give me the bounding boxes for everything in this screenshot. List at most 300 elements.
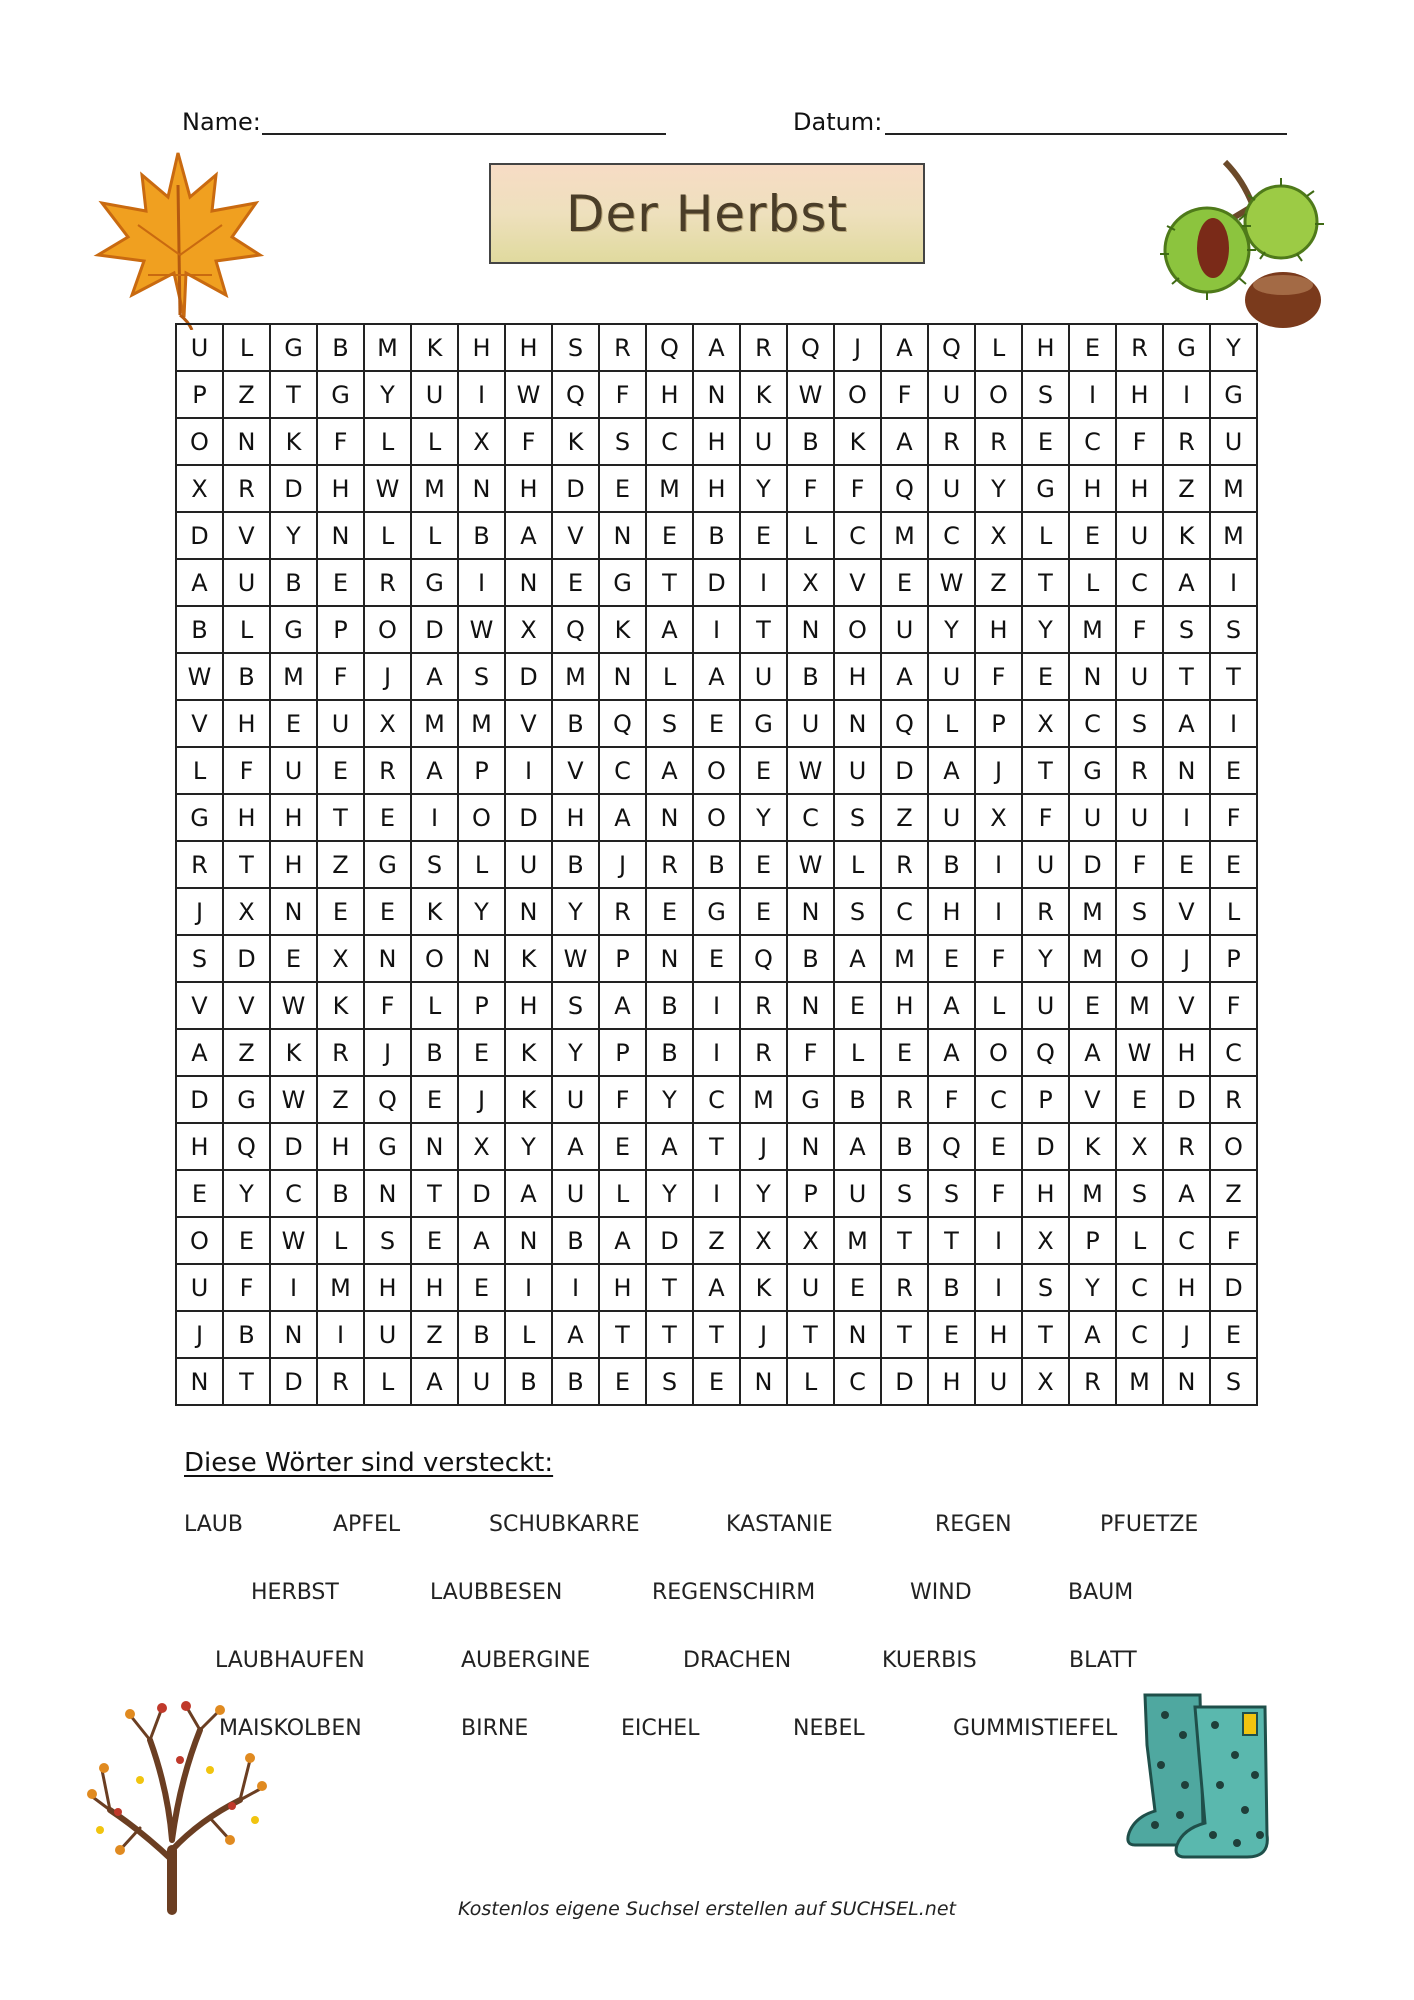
grid-cell[interactable]: B [553, 842, 600, 889]
grid-cell[interactable]: U [1023, 983, 1070, 1030]
grid-cell[interactable]: N [318, 513, 365, 560]
grid-cell[interactable]: Y [553, 1030, 600, 1077]
grid-cell[interactable]: E [835, 1265, 882, 1312]
grid-cell[interactable]: E [412, 1077, 459, 1124]
grid-cell[interactable]: U [459, 1359, 506, 1406]
grid-cell[interactable]: S [1117, 701, 1164, 748]
grid-cell[interactable]: O [835, 372, 882, 419]
grid-cell[interactable]: A [647, 1124, 694, 1171]
grid-cell[interactable]: G [318, 372, 365, 419]
grid-cell[interactable]: Y [741, 1171, 788, 1218]
grid-cell[interactable]: B [224, 1312, 271, 1359]
grid-cell[interactable]: K [271, 419, 318, 466]
grid-cell[interactable]: H [224, 701, 271, 748]
grid-cell[interactable]: I [506, 1265, 553, 1312]
grid-cell[interactable]: L [412, 513, 459, 560]
grid-cell[interactable]: X [177, 466, 224, 513]
grid-cell[interactable]: G [365, 1124, 412, 1171]
grid-cell[interactable]: L [600, 1171, 647, 1218]
grid-cell[interactable]: Y [224, 1171, 271, 1218]
grid-cell[interactable]: C [835, 1359, 882, 1406]
grid-cell[interactable]: E [929, 936, 976, 983]
grid-cell[interactable]: U [506, 842, 553, 889]
grid-cell[interactable]: V [1164, 889, 1211, 936]
grid-cell[interactable]: T [224, 842, 271, 889]
grid-cell[interactable]: E [741, 748, 788, 795]
grid-cell[interactable]: S [553, 325, 600, 372]
grid-cell[interactable]: V [1070, 1077, 1117, 1124]
grid-cell[interactable]: M [1211, 513, 1258, 560]
grid-cell[interactable]: N [1070, 654, 1117, 701]
grid-cell[interactable]: Y [1023, 936, 1070, 983]
grid-cell[interactable]: Q [929, 1124, 976, 1171]
grid-cell[interactable]: U [741, 419, 788, 466]
grid-cell[interactable]: S [600, 419, 647, 466]
grid-cell[interactable]: J [365, 654, 412, 701]
grid-cell[interactable]: H [224, 795, 271, 842]
grid-cell[interactable]: S [882, 1171, 929, 1218]
grid-cell[interactable]: R [1164, 419, 1211, 466]
grid-cell[interactable]: I [1070, 372, 1117, 419]
grid-cell[interactable]: A [882, 654, 929, 701]
grid-cell[interactable]: J [177, 1312, 224, 1359]
grid-cell[interactable]: L [788, 1359, 835, 1406]
grid-cell[interactable]: A [929, 983, 976, 1030]
name-line[interactable] [262, 133, 666, 135]
grid-cell[interactable]: P [788, 1171, 835, 1218]
grid-cell[interactable]: M [1070, 936, 1117, 983]
grid-cell[interactable]: E [318, 889, 365, 936]
grid-cell[interactable]: M [365, 325, 412, 372]
grid-cell[interactable]: R [318, 1030, 365, 1077]
grid-cell[interactable]: F [1117, 419, 1164, 466]
grid-cell[interactable]: R [741, 983, 788, 1030]
grid-cell[interactable]: L [929, 701, 976, 748]
grid-cell[interactable]: L [1023, 513, 1070, 560]
grid-cell[interactable]: E [318, 748, 365, 795]
grid-cell[interactable]: K [506, 1077, 553, 1124]
grid-cell[interactable]: P [600, 936, 647, 983]
grid-cell[interactable]: M [271, 654, 318, 701]
grid-cell[interactable]: N [177, 1359, 224, 1406]
grid-cell[interactable]: A [506, 1171, 553, 1218]
grid-cell[interactable]: U [788, 701, 835, 748]
grid-cell[interactable]: H [882, 983, 929, 1030]
grid-cell[interactable]: I [459, 372, 506, 419]
grid-cell[interactable]: X [1117, 1124, 1164, 1171]
grid-cell[interactable]: E [882, 560, 929, 607]
grid-cell[interactable]: N [506, 1218, 553, 1265]
grid-cell[interactable]: M [1070, 1171, 1117, 1218]
grid-cell[interactable]: Y [741, 795, 788, 842]
grid-cell[interactable]: L [1211, 889, 1258, 936]
grid-cell[interactable]: Y [976, 466, 1023, 513]
grid-cell[interactable]: U [1211, 419, 1258, 466]
grid-cell[interactable]: A [882, 325, 929, 372]
grid-cell[interactable]: C [1117, 1312, 1164, 1359]
grid-cell[interactable]: V [506, 701, 553, 748]
grid-cell[interactable]: A [1164, 560, 1211, 607]
grid-cell[interactable]: O [694, 748, 741, 795]
grid-cell[interactable]: P [600, 1030, 647, 1077]
grid-cell[interactable]: R [741, 1030, 788, 1077]
grid-cell[interactable]: R [882, 842, 929, 889]
grid-cell[interactable]: N [271, 1312, 318, 1359]
grid-cell[interactable]: I [271, 1265, 318, 1312]
grid-cell[interactable]: K [1164, 513, 1211, 560]
grid-cell[interactable]: R [600, 889, 647, 936]
grid-cell[interactable]: T [1023, 748, 1070, 795]
grid-cell[interactable]: T [318, 795, 365, 842]
grid-cell[interactable]: I [318, 1312, 365, 1359]
grid-cell[interactable]: E [459, 1265, 506, 1312]
grid-cell[interactable]: U [177, 325, 224, 372]
grid-cell[interactable]: A [600, 795, 647, 842]
grid-cell[interactable]: U [553, 1077, 600, 1124]
grid-cell[interactable]: W [788, 748, 835, 795]
grid-cell[interactable]: Z [412, 1312, 459, 1359]
grid-cell[interactable]: A [647, 748, 694, 795]
grid-cell[interactable]: V [835, 560, 882, 607]
grid-cell[interactable]: X [365, 701, 412, 748]
grid-cell[interactable]: N [647, 795, 694, 842]
grid-cell[interactable]: C [976, 1077, 1023, 1124]
grid-cell[interactable]: F [1117, 607, 1164, 654]
grid-cell[interactable]: J [741, 1312, 788, 1359]
grid-cell[interactable]: H [271, 842, 318, 889]
grid-cell[interactable]: A [694, 1265, 741, 1312]
grid-cell[interactable]: A [553, 1312, 600, 1359]
grid-cell[interactable]: Q [553, 372, 600, 419]
grid-cell[interactable]: D [882, 1359, 929, 1406]
grid-cell[interactable]: H [1164, 1265, 1211, 1312]
grid-cell[interactable]: T [600, 1312, 647, 1359]
grid-cell[interactable]: Q [600, 701, 647, 748]
grid-cell[interactable]: N [600, 513, 647, 560]
grid-cell[interactable]: F [835, 466, 882, 513]
date-line[interactable] [885, 133, 1287, 135]
grid-cell[interactable]: T [271, 372, 318, 419]
grid-cell[interactable]: A [553, 1124, 600, 1171]
grid-cell[interactable]: F [224, 748, 271, 795]
grid-cell[interactable]: C [929, 513, 976, 560]
grid-cell[interactable]: A [1070, 1030, 1117, 1077]
grid-cell[interactable]: Z [1211, 1171, 1258, 1218]
grid-cell[interactable]: N [788, 889, 835, 936]
grid-cell[interactable]: E [553, 560, 600, 607]
grid-cell[interactable]: Q [553, 607, 600, 654]
grid-cell[interactable]: U [177, 1265, 224, 1312]
grid-cell[interactable]: K [412, 889, 459, 936]
grid-cell[interactable]: O [976, 372, 1023, 419]
grid-cell[interactable]: E [694, 701, 741, 748]
grid-cell[interactable]: E [177, 1171, 224, 1218]
grid-cell[interactable]: C [1117, 560, 1164, 607]
grid-cell[interactable]: Y [647, 1077, 694, 1124]
grid-cell[interactable]: S [929, 1171, 976, 1218]
grid-cell[interactable]: N [788, 607, 835, 654]
grid-cell[interactable]: T [1211, 654, 1258, 701]
grid-cell[interactable]: M [553, 654, 600, 701]
grid-cell[interactable]: Z [318, 842, 365, 889]
grid-cell[interactable]: B [694, 842, 741, 889]
grid-cell[interactable]: V [177, 983, 224, 1030]
grid-cell[interactable]: T [741, 607, 788, 654]
grid-cell[interactable]: E [929, 1312, 976, 1359]
grid-cell[interactable]: R [365, 748, 412, 795]
grid-cell[interactable]: K [741, 372, 788, 419]
grid-cell[interactable]: I [694, 983, 741, 1030]
grid-cell[interactable]: H [1117, 466, 1164, 513]
grid-cell[interactable]: T [882, 1218, 929, 1265]
grid-cell[interactable]: H [271, 795, 318, 842]
grid-cell[interactable]: M [1117, 983, 1164, 1030]
grid-cell[interactable]: U [365, 1312, 412, 1359]
grid-cell[interactable]: R [882, 1265, 929, 1312]
grid-cell[interactable]: Z [694, 1218, 741, 1265]
grid-cell[interactable]: N [835, 701, 882, 748]
grid-cell[interactable]: Y [741, 466, 788, 513]
grid-cell[interactable]: M [835, 1218, 882, 1265]
grid-cell[interactable]: B [506, 1359, 553, 1406]
grid-cell[interactable]: F [976, 936, 1023, 983]
grid-cell[interactable]: R [1117, 748, 1164, 795]
grid-cell[interactable]: M [1070, 889, 1117, 936]
grid-cell[interactable]: D [1164, 1077, 1211, 1124]
grid-cell[interactable]: Q [1023, 1030, 1070, 1077]
grid-cell[interactable]: O [694, 795, 741, 842]
grid-cell[interactable]: W [271, 983, 318, 1030]
grid-cell[interactable]: Z [976, 560, 1023, 607]
grid-cell[interactable]: Z [318, 1077, 365, 1124]
grid-cell[interactable]: E [694, 936, 741, 983]
grid-cell[interactable]: S [1023, 1265, 1070, 1312]
grid-cell[interactable]: F [1211, 1218, 1258, 1265]
grid-cell[interactable]: K [553, 419, 600, 466]
grid-cell[interactable]: P [318, 607, 365, 654]
grid-cell[interactable]: U [224, 560, 271, 607]
grid-cell[interactable]: W [177, 654, 224, 701]
grid-cell[interactable]: Y [459, 889, 506, 936]
grid-cell[interactable]: H [694, 466, 741, 513]
grid-cell[interactable]: F [882, 372, 929, 419]
grid-cell[interactable]: E [1211, 842, 1258, 889]
grid-cell[interactable]: B [318, 1171, 365, 1218]
grid-cell[interactable]: H [506, 983, 553, 1030]
grid-cell[interactable]: H [1023, 325, 1070, 372]
grid-cell[interactable]: Q [929, 325, 976, 372]
grid-cell[interactable]: E [224, 1218, 271, 1265]
grid-cell[interactable]: U [1117, 513, 1164, 560]
grid-cell[interactable]: Q [741, 936, 788, 983]
grid-cell[interactable]: H [553, 795, 600, 842]
grid-cell[interactable]: I [741, 560, 788, 607]
grid-cell[interactable]: B [177, 607, 224, 654]
grid-cell[interactable]: U [788, 1265, 835, 1312]
grid-cell[interactable]: W [1117, 1030, 1164, 1077]
grid-cell[interactable]: X [506, 607, 553, 654]
grid-cell[interactable]: X [459, 1124, 506, 1171]
grid-cell[interactable]: N [224, 419, 271, 466]
grid-cell[interactable]: S [1117, 889, 1164, 936]
grid-cell[interactable]: G [788, 1077, 835, 1124]
grid-cell[interactable]: H [1117, 372, 1164, 419]
grid-cell[interactable]: Q [647, 325, 694, 372]
grid-cell[interactable]: G [600, 560, 647, 607]
grid-cell[interactable]: U [1117, 654, 1164, 701]
grid-cell[interactable]: L [835, 1030, 882, 1077]
grid-cell[interactable]: E [1164, 842, 1211, 889]
grid-cell[interactable]: C [788, 795, 835, 842]
grid-cell[interactable]: B [788, 419, 835, 466]
grid-cell[interactable]: O [365, 607, 412, 654]
grid-cell[interactable]: X [1023, 1359, 1070, 1406]
grid-cell[interactable]: G [1211, 372, 1258, 419]
grid-cell[interactable]: U [882, 607, 929, 654]
grid-cell[interactable]: J [459, 1077, 506, 1124]
grid-cell[interactable]: A [835, 1124, 882, 1171]
grid-cell[interactable]: D [1023, 1124, 1070, 1171]
grid-cell[interactable]: E [741, 842, 788, 889]
grid-cell[interactable]: D [1211, 1265, 1258, 1312]
grid-cell[interactable]: X [976, 513, 1023, 560]
grid-cell[interactable]: E [976, 1124, 1023, 1171]
grid-cell[interactable]: S [1211, 1359, 1258, 1406]
grid-cell[interactable]: G [224, 1077, 271, 1124]
grid-cell[interactable]: T [788, 1312, 835, 1359]
grid-cell[interactable]: N [459, 466, 506, 513]
grid-cell[interactable]: E [1211, 1312, 1258, 1359]
grid-cell[interactable]: G [1070, 748, 1117, 795]
grid-cell[interactable]: A [506, 513, 553, 560]
grid-cell[interactable]: N [271, 889, 318, 936]
grid-cell[interactable]: F [929, 1077, 976, 1124]
grid-cell[interactable]: H [976, 1312, 1023, 1359]
grid-cell[interactable]: F [976, 654, 1023, 701]
grid-cell[interactable]: Y [929, 607, 976, 654]
grid-cell[interactable]: H [459, 325, 506, 372]
grid-cell[interactable]: F [318, 419, 365, 466]
grid-cell[interactable]: R [882, 1077, 929, 1124]
grid-cell[interactable]: S [459, 654, 506, 701]
grid-cell[interactable]: A [600, 1218, 647, 1265]
grid-cell[interactable]: H [647, 372, 694, 419]
grid-cell[interactable]: U [929, 372, 976, 419]
grid-cell[interactable]: L [224, 607, 271, 654]
grid-cell[interactable]: C [694, 1077, 741, 1124]
grid-cell[interactable]: T [647, 1265, 694, 1312]
grid-cell[interactable]: A [412, 654, 459, 701]
grid-cell[interactable]: B [929, 1265, 976, 1312]
grid-cell[interactable]: L [788, 513, 835, 560]
grid-cell[interactable]: M [647, 466, 694, 513]
grid-cell[interactable]: I [553, 1265, 600, 1312]
grid-cell[interactable]: D [271, 1124, 318, 1171]
grid-cell[interactable]: H [1070, 466, 1117, 513]
grid-cell[interactable]: Z [1164, 466, 1211, 513]
grid-cell[interactable]: V [553, 748, 600, 795]
grid-cell[interactable]: E [647, 513, 694, 560]
grid-cell[interactable]: Q [788, 325, 835, 372]
grid-cell[interactable]: X [741, 1218, 788, 1265]
grid-cell[interactable]: N [647, 936, 694, 983]
grid-cell[interactable]: N [835, 1312, 882, 1359]
grid-cell[interactable]: I [459, 560, 506, 607]
grid-cell[interactable]: X [459, 419, 506, 466]
grid-cell[interactable]: N [506, 889, 553, 936]
grid-cell[interactable]: N [412, 1124, 459, 1171]
grid-cell[interactable]: C [271, 1171, 318, 1218]
grid-cell[interactable]: F [1023, 795, 1070, 842]
grid-cell[interactable]: Y [271, 513, 318, 560]
grid-cell[interactable]: X [788, 1218, 835, 1265]
grid-cell[interactable]: S [177, 936, 224, 983]
grid-cell[interactable]: J [600, 842, 647, 889]
grid-cell[interactable]: M [1070, 607, 1117, 654]
grid-cell[interactable]: B [788, 936, 835, 983]
grid-cell[interactable]: T [929, 1218, 976, 1265]
grid-cell[interactable]: H [1023, 1171, 1070, 1218]
grid-cell[interactable]: W [271, 1218, 318, 1265]
grid-cell[interactable]: I [1211, 701, 1258, 748]
grid-cell[interactable]: Q [224, 1124, 271, 1171]
grid-cell[interactable]: G [741, 701, 788, 748]
grid-cell[interactable]: E [1211, 748, 1258, 795]
grid-cell[interactable]: B [694, 513, 741, 560]
grid-cell[interactable]: R [318, 1359, 365, 1406]
grid-cell[interactable]: D [412, 607, 459, 654]
grid-cell[interactable]: D [647, 1218, 694, 1265]
grid-cell[interactable]: E [647, 889, 694, 936]
grid-cell[interactable]: M [459, 701, 506, 748]
grid-cell[interactable]: Y [1023, 607, 1070, 654]
grid-cell[interactable]: F [224, 1265, 271, 1312]
grid-cell[interactable]: A [694, 325, 741, 372]
grid-cell[interactable]: J [365, 1030, 412, 1077]
grid-cell[interactable]: U [1070, 795, 1117, 842]
grid-cell[interactable]: L [506, 1312, 553, 1359]
grid-cell[interactable]: E [741, 889, 788, 936]
grid-cell[interactable]: B [788, 654, 835, 701]
grid-cell[interactable]: E [600, 1359, 647, 1406]
grid-cell[interactable]: E [459, 1030, 506, 1077]
grid-cell[interactable]: B [835, 1077, 882, 1124]
grid-cell[interactable]: U [553, 1171, 600, 1218]
grid-cell[interactable]: I [976, 842, 1023, 889]
grid-cell[interactable]: C [1070, 419, 1117, 466]
grid-cell[interactable]: B [459, 513, 506, 560]
grid-cell[interactable]: P [459, 748, 506, 795]
grid-cell[interactable]: N [600, 654, 647, 701]
grid-cell[interactable]: N [459, 936, 506, 983]
grid-cell[interactable]: O [412, 936, 459, 983]
grid-cell[interactable]: D [506, 654, 553, 701]
grid-cell[interactable]: I [412, 795, 459, 842]
grid-cell[interactable]: U [412, 372, 459, 419]
grid-cell[interactable]: R [1117, 325, 1164, 372]
grid-cell[interactable]: J [741, 1124, 788, 1171]
grid-cell[interactable]: B [882, 1124, 929, 1171]
grid-cell[interactable]: P [1211, 936, 1258, 983]
grid-cell[interactable]: K [741, 1265, 788, 1312]
grid-cell[interactable]: O [459, 795, 506, 842]
grid-cell[interactable]: Q [882, 466, 929, 513]
grid-cell[interactable]: N [1164, 1359, 1211, 1406]
grid-cell[interactable]: E [600, 1124, 647, 1171]
grid-cell[interactable]: L [1070, 560, 1117, 607]
grid-cell[interactable]: H [929, 889, 976, 936]
grid-cell[interactable]: U [976, 1359, 1023, 1406]
